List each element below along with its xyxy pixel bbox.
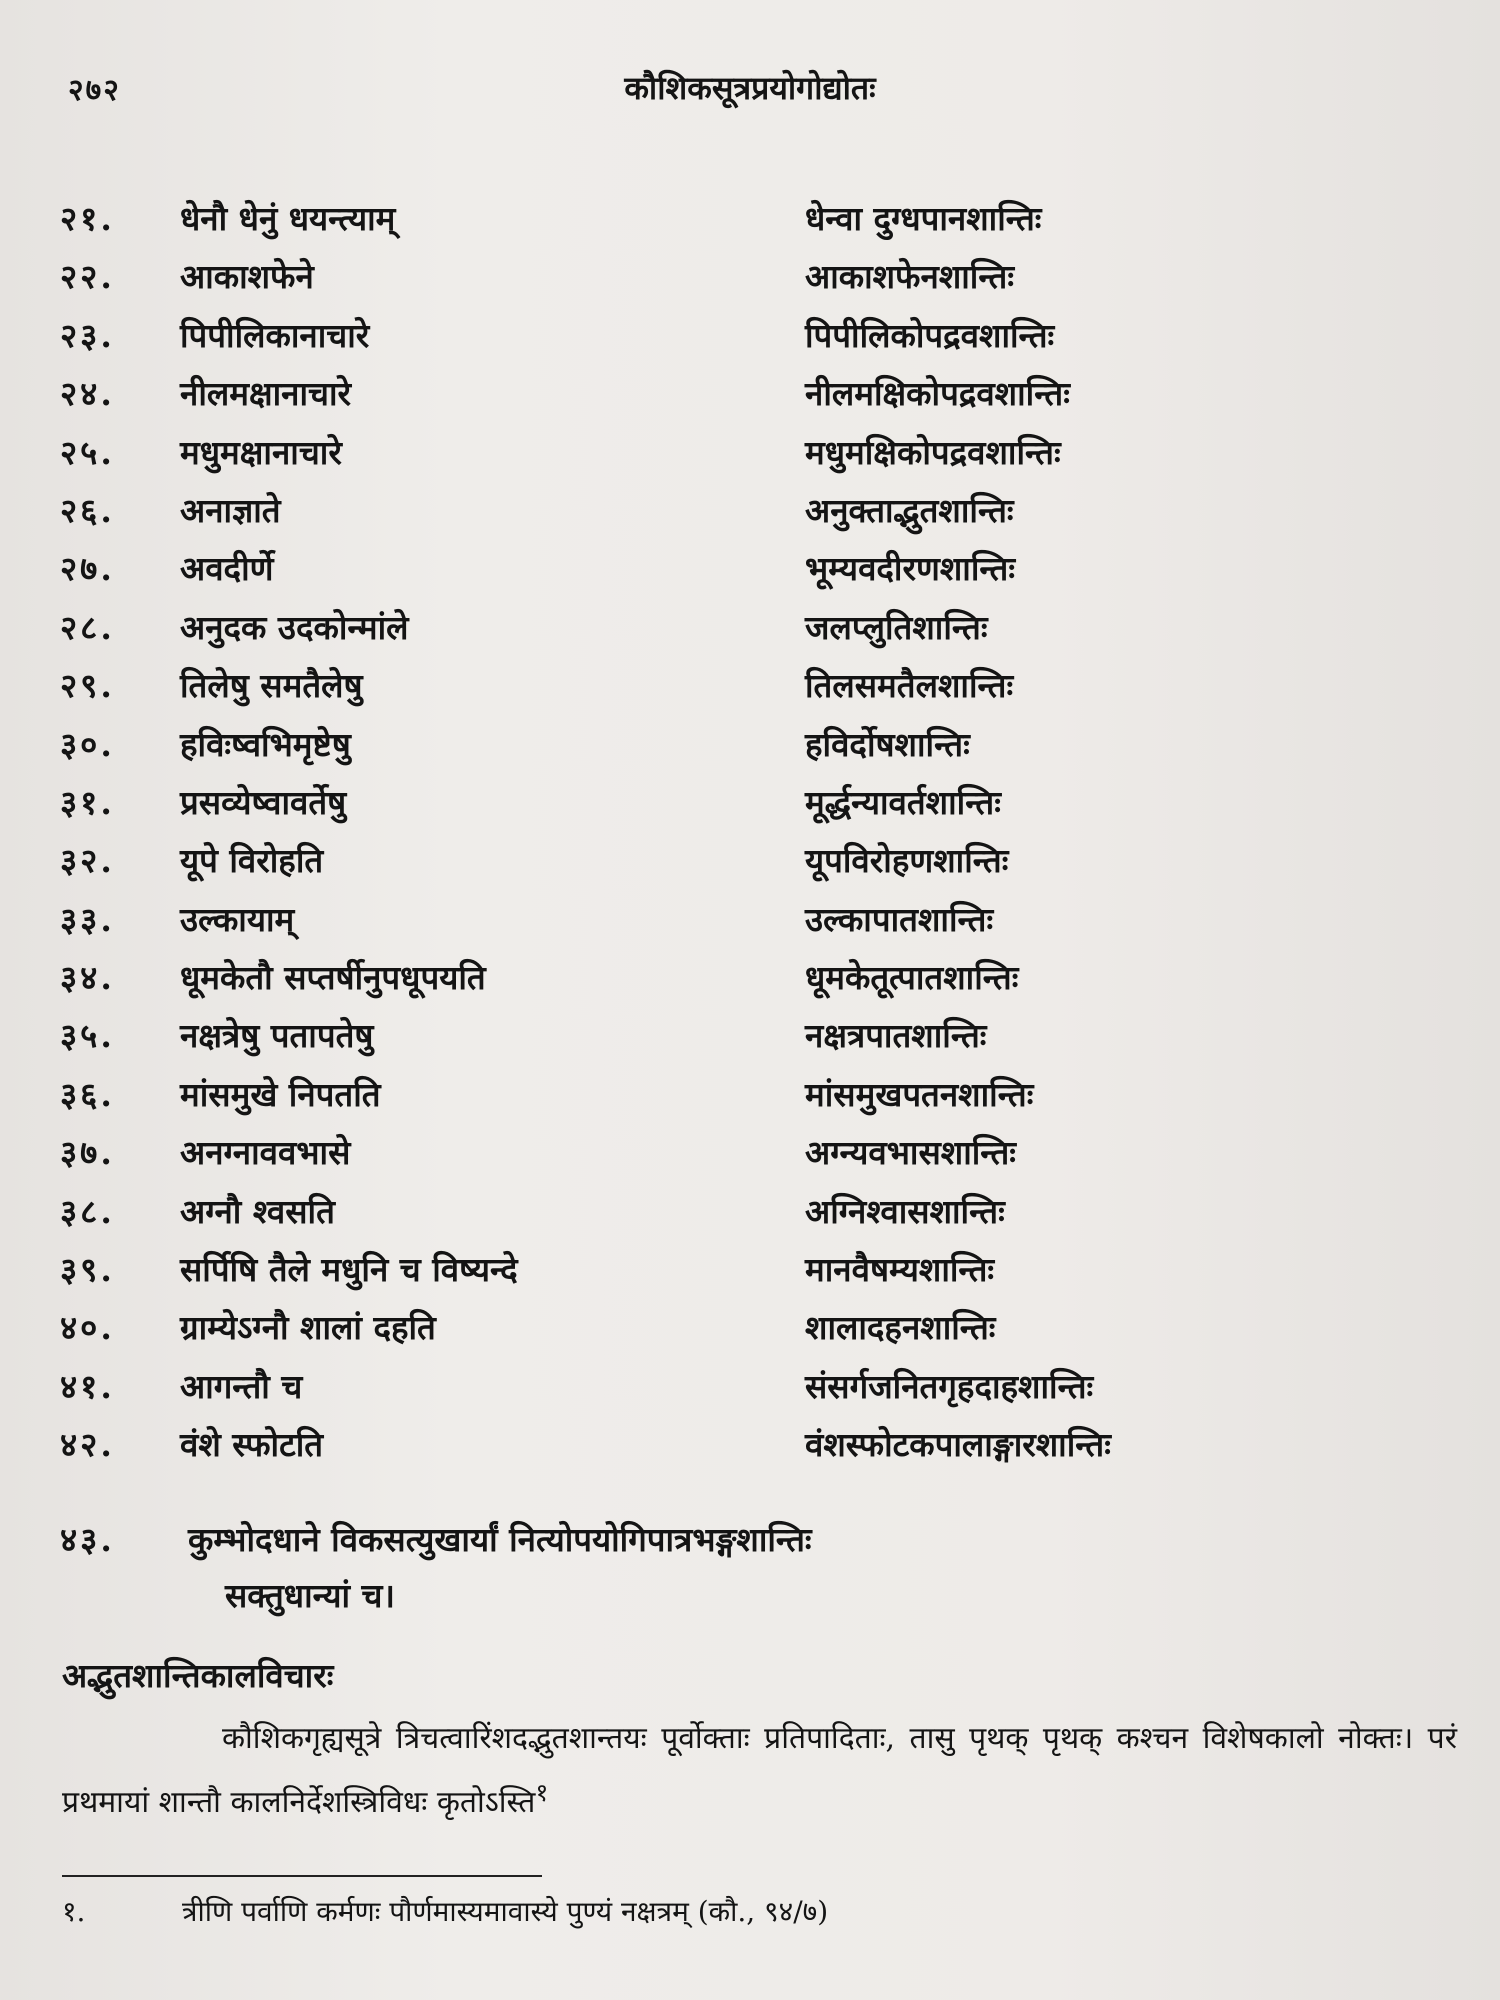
list-item <box>60 482 1420 540</box>
list-item <box>60 1416 1420 1474</box>
entry-number: ३३. <box>60 899 115 939</box>
list-item <box>60 540 1420 598</box>
footnote-divider <box>62 1875 542 1877</box>
occurrence-text: धेनौ धेनुं धयन्त्याम् <box>180 199 396 238</box>
footnote <box>62 1892 828 1930</box>
shanti-list <box>60 190 1420 1475</box>
shanti-name: शालादहनशान्तिः <box>805 1308 996 1348</box>
paragraph-text: कौशिकगृह्यसूत्रे त्रिचत्वारिंशदद्भुतशान्तयः पूर्वोक्ताः प्रतिपादिताः, तासु पृथक् पृथक् कश्चन विशेषकालो नोक्तः। परं प्रथमायां शान्तौ कालनिर्देशस्त्रिविधः कृतोऽस्ति <box>62 1721 1457 1820</box>
entry-number: २६. <box>60 490 115 530</box>
entry-number: ४२. <box>60 1425 115 1465</box>
entry-number: २२. <box>60 257 115 297</box>
entry-number: २४. <box>60 374 115 414</box>
occurrence-text: वंशे स्फोटति <box>180 1425 324 1465</box>
shanti-name: नीलमक्षिकोपद्रवशान्तिः <box>805 374 1070 414</box>
shanti-name: आकाशफेनशान्तिः <box>805 257 1014 297</box>
occurrence-text: नीलमक्षानाचारे <box>180 374 352 414</box>
entry-number: ३६. <box>60 1074 115 1114</box>
footnote-number: १. <box>62 1895 86 1928</box>
shanti-name: भूम्यवदीरणशान्तिः <box>805 549 1016 589</box>
entry-number: ४०. <box>60 1308 115 1348</box>
list-item <box>60 1124 1420 1182</box>
shanti-name: मूर्द्धन्यावर्तशान्तिः <box>805 782 1001 822</box>
entry-number: २३. <box>60 315 115 355</box>
shanti-name: जलप्लुतिशान्तिः <box>805 607 988 647</box>
entry-number: ३१. <box>60 782 115 822</box>
list-item <box>60 307 1420 365</box>
shanti-name: उल्कापातशान्तिः <box>805 899 994 939</box>
list-item <box>60 832 1420 890</box>
list-item <box>60 716 1420 774</box>
occurrence-text: आगन्तौ च <box>180 1366 303 1406</box>
list-item <box>60 1299 1420 1357</box>
shanti-name: वंशस्फोटकपालाङ्गारशान्तिः <box>805 1425 1111 1465</box>
shanti-name: तिलसमतैलशान्तिः <box>805 666 1014 706</box>
shanti-name: मांसमुखपतनशान्तिः <box>805 1074 1034 1114</box>
occurrence-text: अवदीर्णे <box>180 549 274 589</box>
entry-number: ४१. <box>60 1366 115 1406</box>
list-item <box>60 657 1420 715</box>
occurrence-text: उल्कायाम् <box>180 899 295 939</box>
entry-number: ३९. <box>60 1250 115 1290</box>
list-item <box>60 1066 1420 1124</box>
occurrence-text: सर्पिषि तैले मधुनि च विष्यन्दे <box>180 1250 518 1290</box>
list-item <box>60 1241 1420 1299</box>
entry-number: २१. <box>60 199 115 238</box>
entry-number: २९. <box>60 666 115 706</box>
entry-number: २५. <box>60 432 115 472</box>
shanti-name: धेन्वा दुग्धपानशान्तिः <box>805 199 1042 238</box>
occurrence-text: तिलेषु समतैलेषु <box>180 666 363 706</box>
entry-number: ३७. <box>60 1133 115 1173</box>
shanti-name: संसर्गजनितगृहदाहशान्तिः <box>805 1366 1094 1406</box>
list-item <box>60 365 1420 423</box>
footnote-text: त्रीणि पर्वाणि कर्मणः पौर्णमास्यमावास्ये पुण्यं नक्षत्रम् (कौ., ९४/७) <box>182 1895 829 1928</box>
entry-text-continued: सक्तुधान्यां च। <box>225 1576 396 1615</box>
shanti-name: यूपविरोहणशान्तिः <box>805 841 1009 881</box>
footnote-marker: १ <box>535 1778 549 1807</box>
shanti-name: मधुमक्षिकोपद्रवशान्तिः <box>805 432 1061 472</box>
entry-text: कुम्भोदधाने विकसत्युखार्यां नित्योपयोगिपात्रभङ्गशान्तिः <box>188 1520 812 1559</box>
occurrence-text: हविःष्वभिमृष्टेषु <box>180 724 351 764</box>
entry-number: ३२. <box>60 841 115 881</box>
occurrence-text: अनुदक उदकोन्मांले <box>180 607 409 647</box>
occurrence-text: धूमकेतौ सप्तर्षीनुपधूपयति <box>180 958 486 998</box>
list-item <box>60 424 1420 482</box>
entry-number: ४३. <box>60 1520 115 1559</box>
list-item <box>60 1358 1420 1416</box>
entry-number: ३०. <box>60 724 115 764</box>
entry-number: २८. <box>60 607 115 647</box>
shanti-name: पिपीलिकोपद्रवशान्तिः <box>805 315 1055 355</box>
occurrence-text: अनाज्ञाते <box>180 490 281 530</box>
occurrence-text: ग्राम्येऽग्नौ शालां दहति <box>180 1308 436 1348</box>
occurrence-text: अनग्नाववभासे <box>180 1133 351 1173</box>
list-item <box>60 774 1420 832</box>
list-item <box>60 891 1420 949</box>
entry-number: ३५. <box>60 1016 115 1056</box>
entry-number: ३८. <box>60 1191 115 1231</box>
list-item <box>60 248 1420 306</box>
occurrence-text: आकाशफेने <box>180 257 314 297</box>
shanti-name: अनुक्ताद्भुतशान्तिः <box>805 490 1014 530</box>
list-item <box>60 1183 1420 1241</box>
body-paragraph <box>62 1712 1457 1830</box>
occurrence-text: मधुमक्षानाचारे <box>180 432 342 472</box>
list-item <box>60 599 1420 657</box>
occurrence-text: नक्षत्रेषु पतापतेषु <box>180 1016 374 1056</box>
shanti-name: अग्निश्वासशान्तिः <box>805 1191 1005 1231</box>
running-title: कौशिकसूत्रप्रयोगोद्योतः <box>624 69 876 107</box>
occurrence-text: प्रसव्येष्वावर्तेषु <box>180 782 347 822</box>
list-item <box>60 1007 1420 1065</box>
page-number: २७२ <box>68 73 121 108</box>
shanti-name: अग्न्यवभासशान्तिः <box>805 1133 1016 1173</box>
list-item <box>60 949 1420 1007</box>
occurrence-text: यूपे विरोहति <box>180 841 324 881</box>
occurrence-text: पिपीलिकानाचारे <box>180 315 370 355</box>
list-item <box>60 190 1420 248</box>
occurrence-text: मांसमुखे निपतति <box>180 1074 381 1114</box>
shanti-name: नक्षत्रपातशान्तिः <box>805 1016 987 1056</box>
shanti-name: धूमकेतूत्पातशान्तिः <box>805 958 1019 998</box>
shanti-name: मानवैषम्यशान्तिः <box>805 1250 995 1290</box>
occurrence-text: अग्नौ श्वसति <box>180 1191 335 1231</box>
section-heading: अद्भुतशान्तिकालविचारः <box>62 1656 334 1695</box>
entry-number: २७. <box>60 549 115 589</box>
entry-number: ३४. <box>60 958 115 998</box>
shanti-name: हविर्दोषशान्तिः <box>805 724 970 764</box>
